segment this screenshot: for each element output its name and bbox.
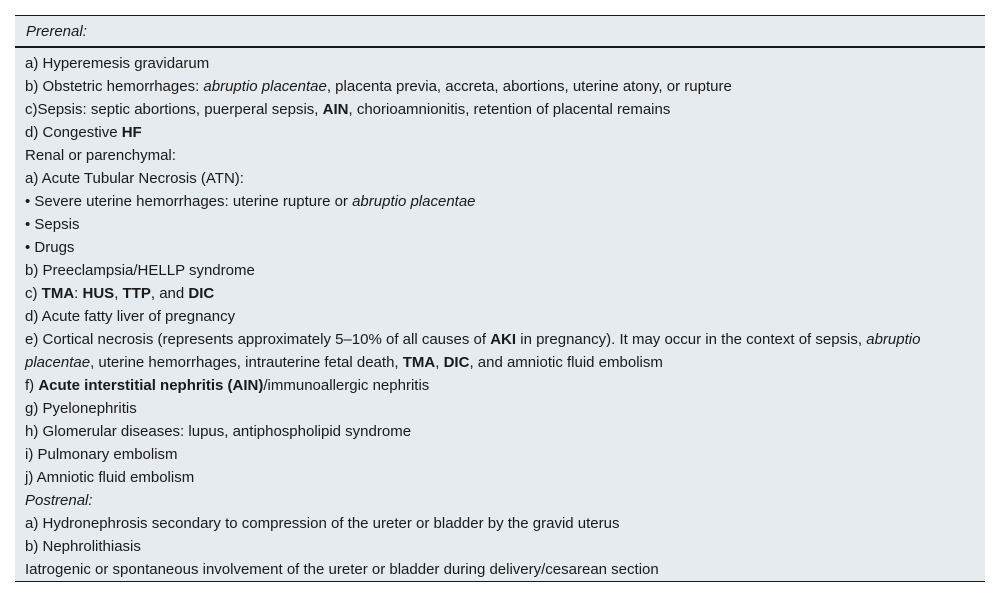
table-row (25, 52, 975, 75)
row-text: DIC (188, 285, 215, 302)
row-text: • Sepsis (25, 216, 80, 233)
row-text: Postrenal: (25, 492, 93, 509)
row-text: , and amniotic fluid embolism (469, 354, 663, 371)
table-row (25, 397, 975, 420)
row-text: Iatrogenic or spontaneous involvement of the ureter or bladder during delivery/cesarean section (25, 561, 659, 578)
row-text: • Drugs (25, 239, 75, 256)
row-text: , chorioamnionitis, retention of placental remains (348, 101, 671, 118)
row-text: TTP (122, 285, 151, 302)
row-text: b) Preeclampsia/HELLP syndrome (25, 262, 255, 279)
row-text: j) Amniotic fluid embolism (25, 469, 195, 486)
row-text: DIC (443, 354, 470, 371)
table-row (25, 328, 975, 374)
row-text: AKI (490, 331, 517, 348)
table-row (25, 558, 975, 581)
row-text: h) Glomerular diseases: lupus, antiphospholipid syndrome (25, 423, 412, 440)
row-text: , placenta previa, accreta, abortions, uterine atony, or rupture (326, 78, 732, 95)
table-row (25, 512, 975, 535)
row-text: b) Nephrolithiasis (25, 538, 141, 555)
row-text: a) Hydronephrosis secondary to compression of the ureter or bladder by the gravid uterus (25, 515, 620, 532)
table-row (25, 190, 975, 213)
table-body (25, 52, 975, 581)
row-text: HUS (82, 285, 115, 302)
row-text: abruptio placentae (25, 331, 921, 371)
table-row (25, 374, 975, 397)
row-text: e) Cortical necrosis (represents approximately 5–10% of all causes of (25, 331, 491, 348)
row-text: AIN (322, 101, 349, 118)
row-text: b) Obstetric hemorrhages: (25, 78, 204, 95)
row-text: a) Hyperemesis gravidarum (25, 55, 210, 72)
table-row (25, 259, 975, 282)
row-text: , (435, 354, 444, 371)
table-row (25, 213, 975, 236)
row-text: , and (150, 285, 189, 302)
table-row (25, 305, 975, 328)
table-row (25, 144, 975, 167)
row-text: in pregnancy). It may occur in the context of sepsis, (516, 331, 867, 348)
table-bottom-rule (15, 581, 985, 582)
table-row (25, 420, 975, 443)
row-text: d) Congestive (25, 124, 122, 141)
table-row (25, 98, 975, 121)
row-text: a) Acute Tubular Necrosis (ATN): (25, 170, 244, 187)
row-text: TMA (41, 285, 75, 302)
row-text: d) Acute fatty liver of pregnancy (25, 308, 236, 325)
row-text: c) (25, 285, 42, 302)
row-text: Acute interstitial nephritis (AIN) (38, 377, 264, 394)
row-text: /immunoallergic nephritis (263, 377, 430, 394)
row-text: abruptio placentae (203, 78, 327, 95)
table-top-rule (15, 15, 985, 16)
row-text: , uterine hemorrhages, intrauterine fetal death, (90, 354, 403, 371)
table-row (25, 466, 975, 489)
table-row (25, 121, 975, 144)
row-text: TMA (402, 354, 436, 371)
row-text: HF (121, 124, 142, 141)
table-row (25, 75, 975, 98)
table-row (25, 443, 975, 466)
row-text: : (74, 285, 83, 302)
aki-causes-table (15, 15, 985, 582)
row-text: g) Pyelonephritis (25, 400, 137, 417)
row-text: i) Pulmonary embolism (25, 446, 178, 463)
table-header: Prerenal: (26, 23, 87, 40)
table-row (25, 236, 975, 259)
row-text: abruptio placentae (352, 193, 476, 210)
table-row (25, 489, 975, 512)
row-text: Renal or parenchymal: (25, 147, 176, 164)
header-rule (15, 46, 985, 48)
table-row (25, 167, 975, 190)
table-row (25, 535, 975, 558)
row-text: f) (25, 377, 39, 394)
row-text: c)Sepsis: septic abortions, puerperal sepsis, (25, 101, 323, 118)
row-text: , (114, 285, 123, 302)
row-text: • Severe uterine hemorrhages: uterine rupture or (25, 193, 353, 210)
table-row (25, 282, 975, 305)
